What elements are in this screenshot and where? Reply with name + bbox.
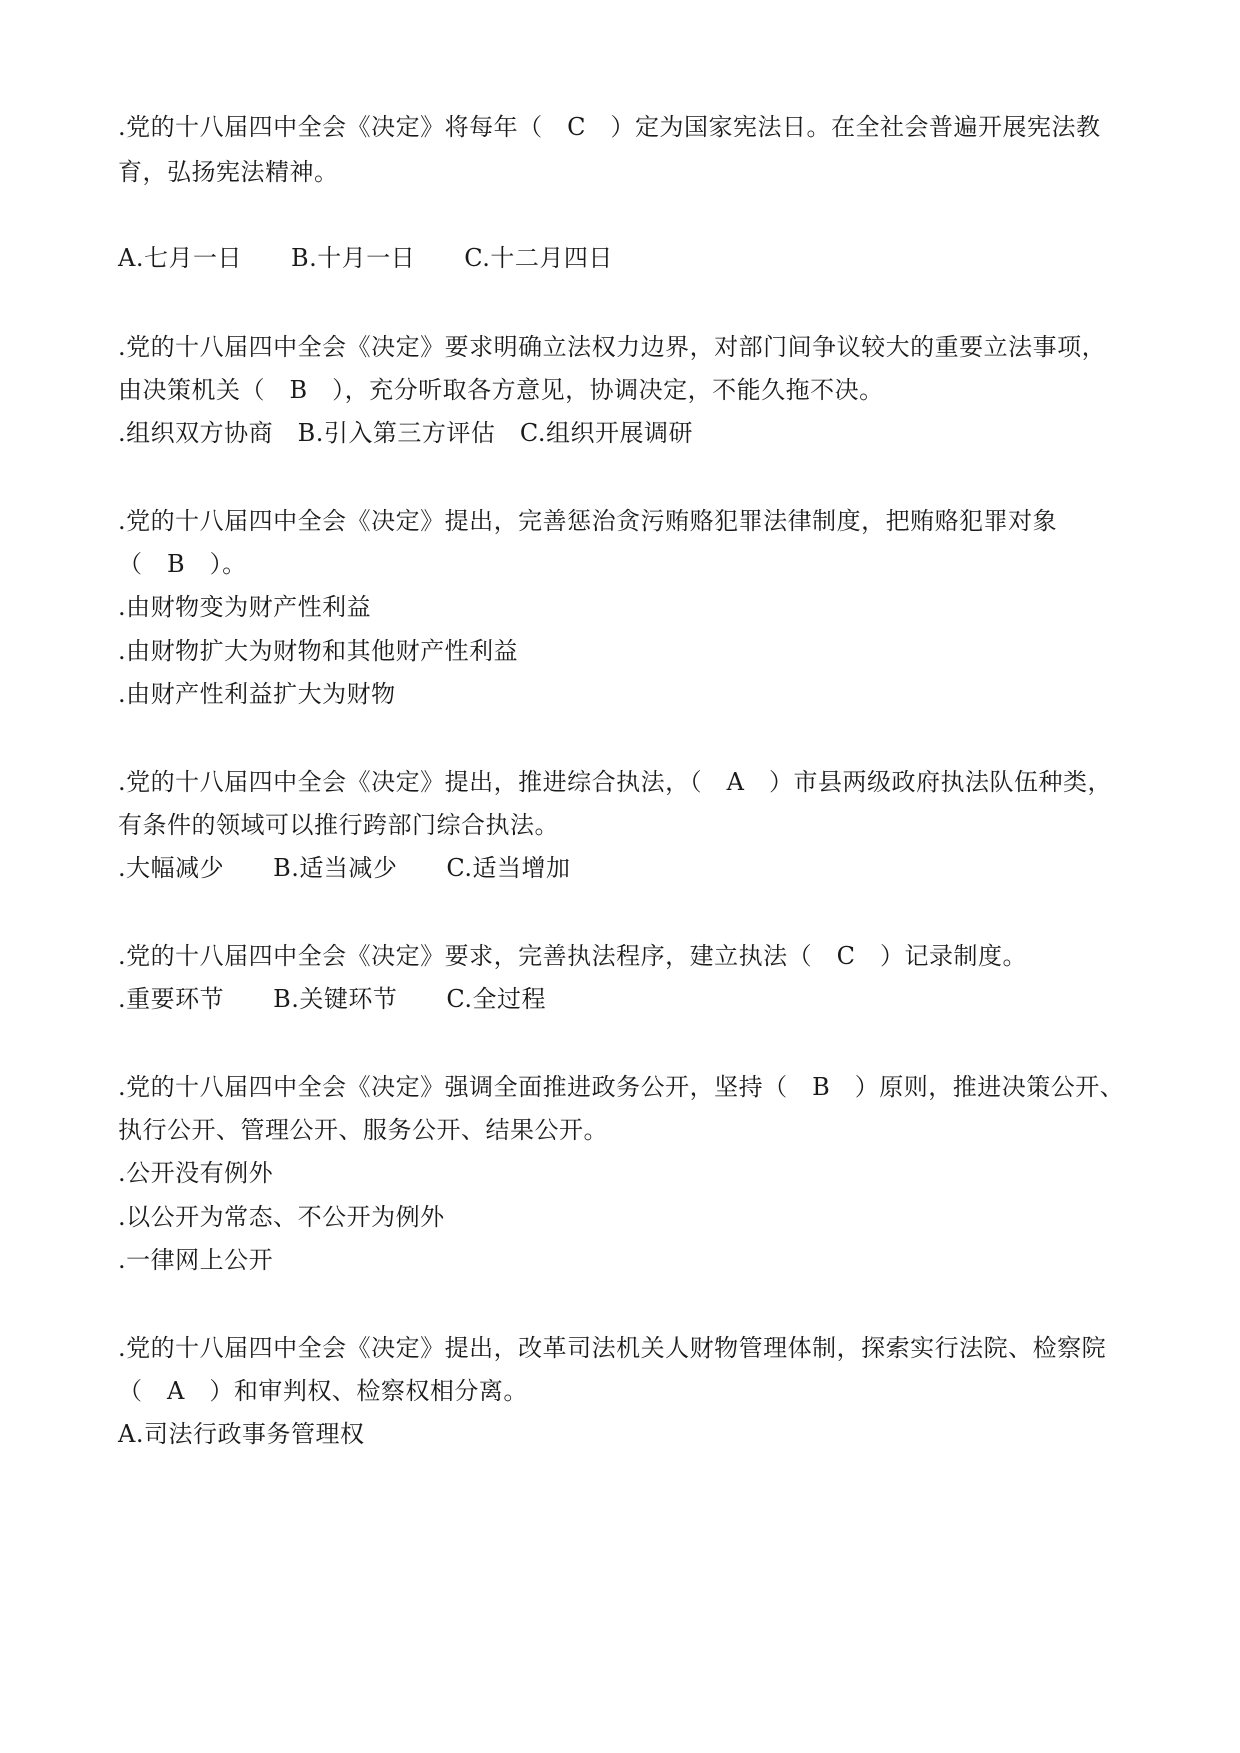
q3-option-c: .由财产性利益扩大为财物 xyxy=(118,680,396,708)
q5-options: .重要环节 B.关键环节 C.全过程 xyxy=(118,985,547,1013)
q2-options: .组织双方协商 B.引入第三方评估 C.组织开展调研 xyxy=(118,419,694,447)
q6-option-c: .一律网上公开 xyxy=(118,1246,274,1274)
q4-stem-line-2: 有条件的领域可以推行跨部门综合执法。 xyxy=(118,811,559,839)
q1-options: A.七月一日 B.十月一日 C.十二月四日 xyxy=(118,244,613,272)
q4-options: .大幅减少 B.适当减少 C.适当增加 xyxy=(118,854,571,882)
q6-stem-line-1: .党的十八届四中全会《决定》强调全面推进政务公开，坚持（ B ）原则，推进决策公开、 xyxy=(118,1073,1125,1101)
q3-option-a: .由财物变为财产性利益 xyxy=(118,593,372,621)
q6-option-b: .以公开为常态、不公开为例外 xyxy=(118,1203,445,1231)
q7-stem-line-2: （ A ）和审判权、检察权相分离。 xyxy=(118,1377,528,1405)
q7-stem-line-1: .党的十八届四中全会《决定》提出，改革司法机关人财物管理体制，探索实行法院、检察院 xyxy=(118,1334,1107,1362)
q1-stem-line-2: 育，弘扬宪法精神。 xyxy=(118,158,339,186)
q5-stem: .党的十八届四中全会《决定》要求，完善执法程序，建立执法（ C ）记录制度。 xyxy=(118,942,1027,970)
q2-stem-line-1: .党的十八届四中全会《决定》要求明确立法权力边界，对部门间争议较大的重要立法事项， xyxy=(118,333,1107,361)
q6-stem-line-2: 执行公开、管理公开、服务公开、结果公开。 xyxy=(118,1116,608,1144)
q6-option-a: .公开没有例外 xyxy=(118,1159,274,1187)
q2-stem-line-2: 由决策机关（ B ），充分听取各方意见，协调决定，不能久拖不决。 xyxy=(118,376,884,404)
q4-stem-line-1: .党的十八届四中全会《决定》提出，推进综合执法，（ A ）市县两级政府执法队伍种类， xyxy=(118,768,1112,796)
q7-option-a: A.司法行政事务管理权 xyxy=(118,1420,365,1448)
q3-option-b: .由财物扩大为财物和其他财产性利益 xyxy=(118,637,519,665)
q3-stem-line-2: （ B ）。 xyxy=(118,550,247,578)
q1-stem-line-1: .党的十八届四中全会《决定》将每年（ C ）定为国家宪法日。在全社会普遍开展宪法教 xyxy=(118,113,1101,141)
q3-stem-line-1: .党的十八届四中全会《决定》提出，完善惩治贪污贿赂犯罪法律制度，把贿赂犯罪对象 xyxy=(118,507,1058,535)
